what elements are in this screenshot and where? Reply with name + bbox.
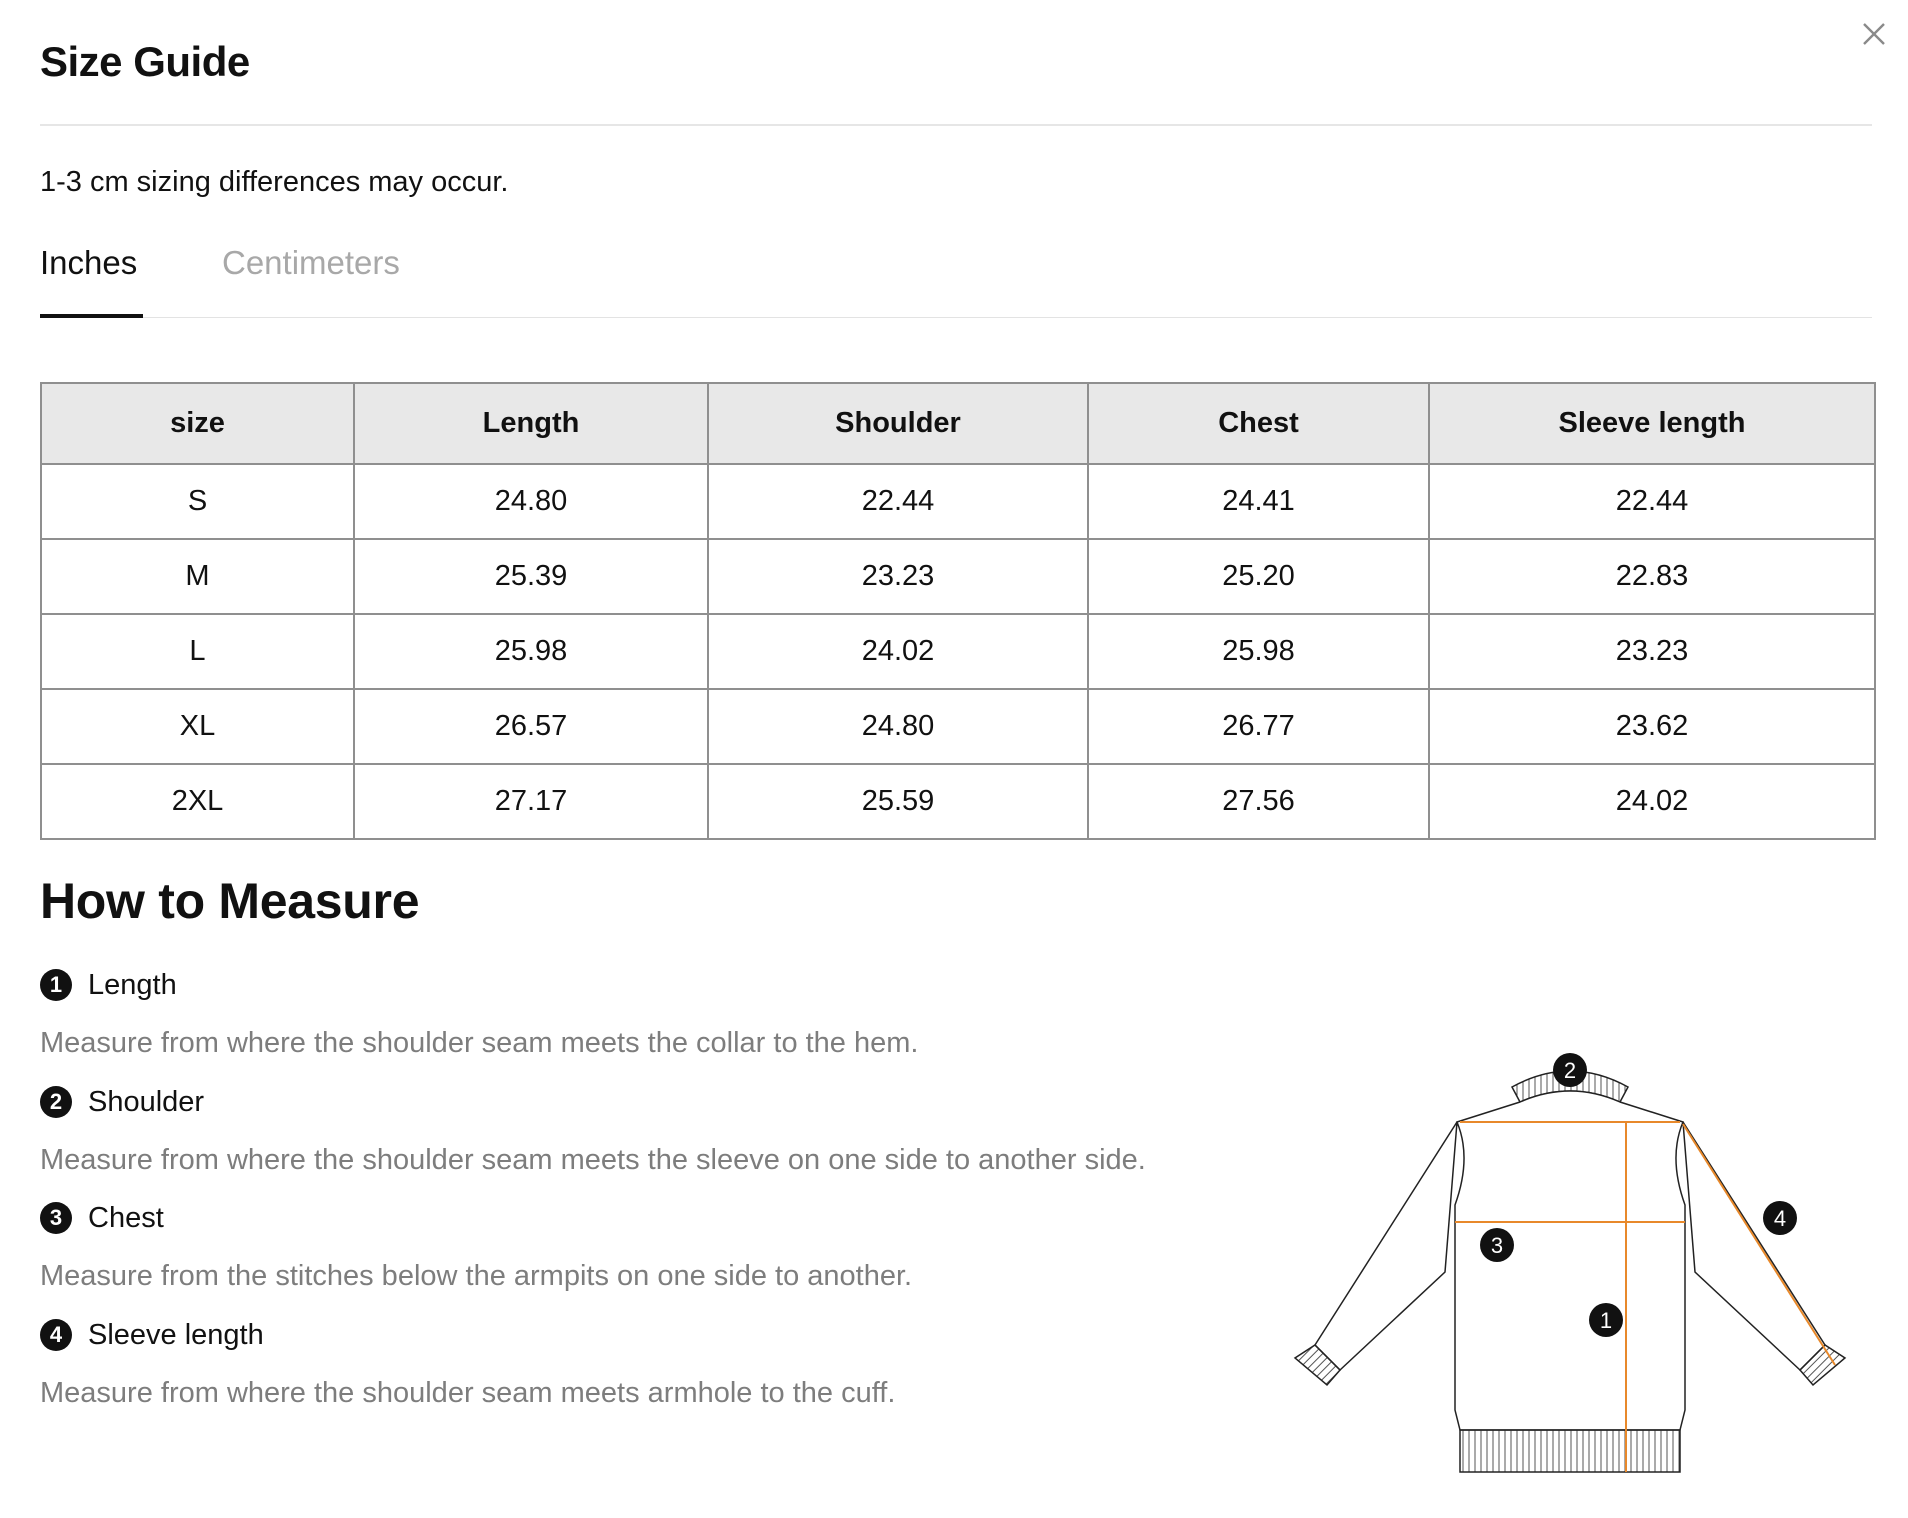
step-name: Sleeve length: [88, 1318, 264, 1351]
table-cell: 26.57: [354, 689, 708, 764]
step-name: Chest: [88, 1201, 164, 1234]
how-to-measure-title: How to Measure: [40, 873, 420, 929]
table-cell: 2XL: [41, 764, 354, 839]
svg-text:2: 2: [1563, 1058, 1577, 1083]
modal-title: Size Guide: [40, 38, 250, 85]
table-cell: 23.62: [1429, 689, 1875, 764]
table-cell: 23.23: [1429, 614, 1875, 689]
size-table: [40, 382, 1876, 840]
left-sleeve: [1315, 1122, 1457, 1370]
table-cell: 22.83: [1429, 539, 1875, 614]
marker-1: [1589, 1303, 1623, 1337]
table-cell: 22.44: [708, 464, 1088, 539]
close-button[interactable]: [1854, 14, 1894, 54]
table-cell: 27.17: [354, 764, 708, 839]
marker-2: [1553, 1053, 1587, 1087]
hem-rib: [1460, 1430, 1680, 1472]
column-header-chest: Chest: [1088, 383, 1429, 464]
title-divider: [40, 124, 1872, 126]
measure-step-shoulder: [40, 1082, 1240, 1177]
table-cell: 25.98: [1088, 614, 1429, 689]
table-row: [41, 614, 1875, 689]
column-header-shoulder: Shoulder: [708, 383, 1088, 464]
measure-step-sleeve-length: [40, 1315, 1240, 1410]
marker-3: [1480, 1228, 1514, 1262]
table-row: [41, 464, 1875, 539]
table-cell: S: [41, 464, 354, 539]
table-header-row: [41, 383, 1875, 464]
table-cell: 24.80: [708, 689, 1088, 764]
table-row: [41, 689, 1875, 764]
table-cell: L: [41, 614, 354, 689]
tabs-divider: [40, 317, 1872, 318]
step-number-badge: 2: [40, 1086, 72, 1118]
table-cell: 24.41: [1088, 464, 1429, 539]
column-header-sleeve-length: Sleeve length: [1429, 383, 1875, 464]
table-cell: 25.39: [354, 539, 708, 614]
table-cell: XL: [41, 689, 354, 764]
table-cell: 24.02: [1429, 764, 1875, 839]
step-name: Length: [88, 968, 177, 1001]
unit-tabs: [40, 240, 1872, 320]
step-description: Measure from the stitches below the armpits on one side to another.: [40, 1260, 913, 1292]
svg-text:3: 3: [1490, 1233, 1504, 1258]
tab-centimeters[interactable]: Centimeters: [222, 244, 400, 281]
table-cell: 22.44: [1429, 464, 1875, 539]
sweater-measurement-diagram: [1270, 1040, 1880, 1480]
table-cell: 25.98: [354, 614, 708, 689]
step-number-badge: 4: [40, 1319, 72, 1351]
table-row: [41, 539, 1875, 614]
step-description: Measure from where the shoulder seam meets the collar to the hem.: [40, 1027, 919, 1059]
table-cell: 24.80: [354, 464, 708, 539]
table-cell: M: [41, 539, 354, 614]
measure-step-length: [40, 965, 1240, 1060]
table-cell: 24.02: [708, 614, 1088, 689]
svg-text:4: 4: [1773, 1206, 1787, 1231]
column-header-size: size: [41, 383, 354, 464]
close-icon: [1854, 14, 1894, 54]
tab-inches[interactable]: Inches: [40, 244, 138, 281]
table-cell: 27.56: [1088, 764, 1429, 839]
column-header-length: Length: [354, 383, 708, 464]
table-cell: 26.77: [1088, 689, 1429, 764]
step-description: Measure from where the shoulder seam meets armhole to the cuff.: [40, 1377, 896, 1409]
step-name: Shoulder: [88, 1085, 205, 1118]
svg-text:1: 1: [1599, 1308, 1613, 1333]
step-number-badge: 3: [40, 1202, 72, 1234]
active-tab-indicator: [40, 314, 143, 318]
step-number-badge: 1: [40, 969, 72, 1001]
step-description: Measure from where the shoulder seam meets the sleeve on one side to another side.: [40, 1144, 1146, 1176]
measure-step-chest: [40, 1198, 1240, 1293]
sweater-body: [1455, 1091, 1685, 1430]
table-cell: 23.23: [708, 539, 1088, 614]
sizing-note: 1-3 cm sizing differences may occur.: [40, 166, 509, 198]
marker-4: [1763, 1201, 1797, 1235]
table-row: [41, 764, 1875, 839]
table-cell: 25.20: [1088, 539, 1429, 614]
table-cell: 25.59: [708, 764, 1088, 839]
